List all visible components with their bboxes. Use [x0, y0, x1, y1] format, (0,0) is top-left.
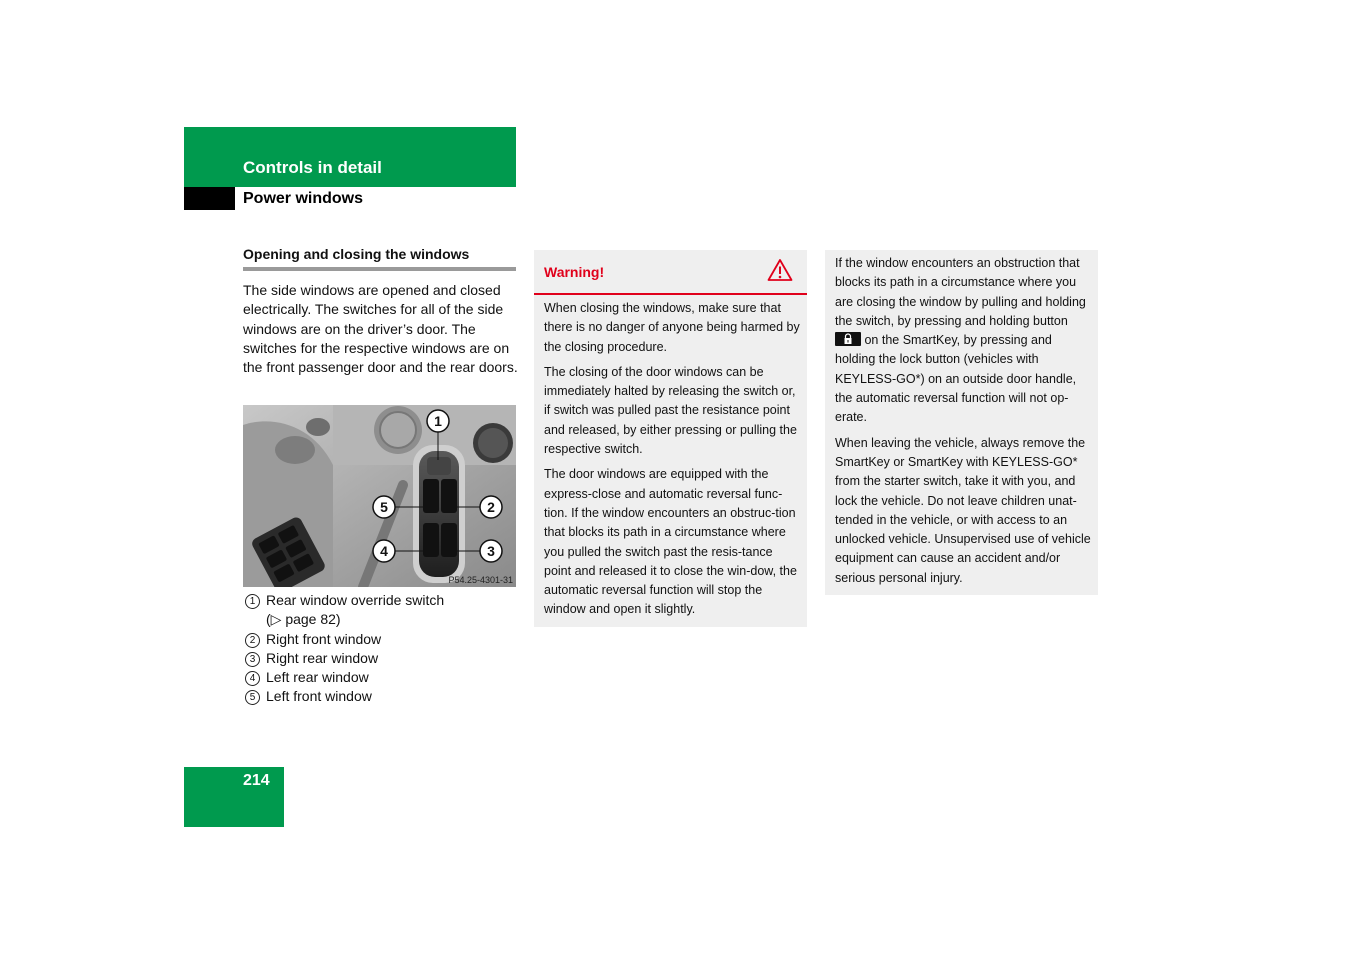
- figure-code: P54.25-4301-31: [448, 575, 513, 585]
- legend-number: 4: [245, 671, 260, 686]
- header-green-bar: [184, 127, 516, 187]
- lock-key-icon: [835, 332, 861, 346]
- legend-item-3: [243, 649, 519, 668]
- header-black-tab: [184, 187, 235, 210]
- legend-item-2: [243, 630, 519, 649]
- legend-text: Left front window: [266, 688, 372, 705]
- legend-text: Left rear window: [266, 669, 369, 686]
- note-paragraph: [835, 254, 1091, 428]
- note-text: If the window encounters an obstruction that blocks its path in a circumstance where you are closing the window by pulling and holding the switch, by pressing and holding button: [835, 256, 1086, 328]
- svg-text:5: 5: [380, 499, 388, 515]
- legend-text: Right front window: [266, 630, 382, 647]
- warning-triangle-icon: [767, 258, 793, 282]
- subsection-title: Power windows: [243, 190, 364, 207]
- legend-item-1: [243, 591, 519, 630]
- door-switch-photo: [243, 405, 516, 587]
- warning-body: [544, 299, 800, 626]
- svg-text:4: 4: [380, 543, 388, 559]
- warning-paragraph: The closing of the door windows can be immediately halted by releasing the switch or, if switch was pulled past the resistance point and released, by either pressing or pulling the respective switch.: [544, 364, 797, 457]
- note-box: [825, 250, 1098, 595]
- warning-title: Warning!: [544, 264, 605, 280]
- intro-paragraph: The side windows are opened and closed electrically. The switches for all of the side windows are on the driver’s door. The switches for the respective windows are on the front passenger door and the rear doors.: [243, 282, 518, 376]
- legend-number: 5: [245, 690, 260, 705]
- svg-text:3: 3: [487, 543, 495, 559]
- svg-text:2: 2: [487, 499, 495, 515]
- left-heading: Opening and closing the windows: [243, 246, 516, 271]
- page-number: 214: [243, 772, 270, 789]
- note-body: [835, 254, 1091, 594]
- figure-legend: [243, 591, 519, 707]
- warning-paragraph: When closing the windows, make sure that there is no danger of anyone being harmed by the closing procedure.: [544, 301, 800, 354]
- legend-number: 2: [245, 633, 260, 648]
- note-text: on the SmartKey, by pressing and holding the lock button (vehicles with KEYLESS-GO*) on an outside door handle, the automatic reversal function will not op-erate.: [835, 333, 1077, 425]
- warning-divider: [534, 293, 807, 295]
- section-title: Controls in detail: [243, 158, 382, 177]
- legend-text: Rear window override switch: [266, 592, 445, 608]
- legend-text: Right rear window: [266, 649, 379, 666]
- legend-item-5: [243, 687, 519, 706]
- note-paragraph: When leaving the vehicle, always remove the SmartKey or SmartKey with KEYLESS-GO* from the starter switch, take it with you, and lock the vehicle. Do not leave children unat-tended in the vehicle, or with access to an unlocked vehicle. Unsupervised use of vehicle equipment can cause an accident and/or serious personal injury.: [835, 435, 1091, 585]
- warning-box: [534, 250, 807, 627]
- legend-number: 1: [245, 594, 260, 609]
- legend-page-ref: (▷ page 82): [266, 611, 341, 628]
- svg-text:1: 1: [434, 413, 442, 429]
- legend-number: 3: [245, 652, 260, 667]
- legend-item-4: [243, 668, 519, 687]
- warning-paragraph: The door windows are equipped with the express-close and automatic reversal func-tion. If the window encounters an obstruc-tion that blocks its path in a circumstance where you pulled the switch past the resis-tance point and released it to close the win-dow, the automatic reversal function will stop the window and open it slightly.: [544, 467, 797, 617]
- door-switch-figure: [243, 405, 516, 587]
